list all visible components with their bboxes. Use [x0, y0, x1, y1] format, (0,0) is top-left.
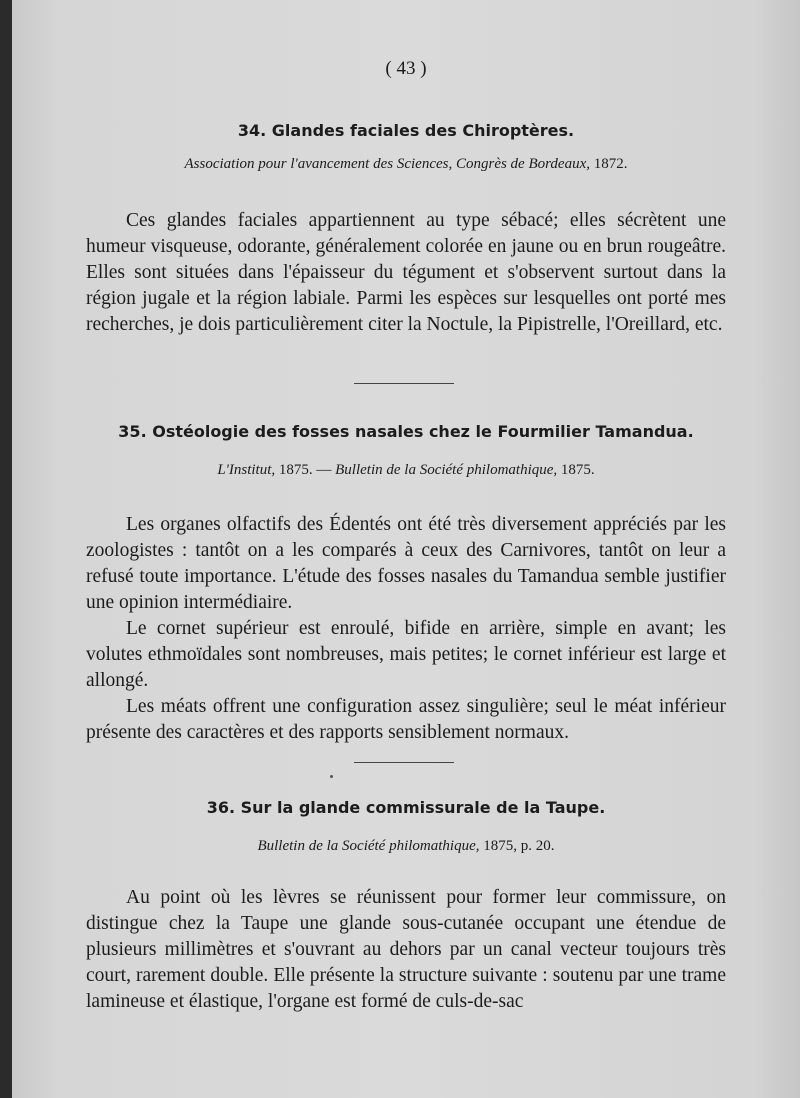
ink-mark	[330, 775, 333, 778]
section-34-paragraph-1: Ces glandes faciales appartiennent au type sébacé; elles sécrètent une humeur visqueuse, odorante, généralement colorée en jaune ou en brun rougeâtre. Elles sont situées dans l'épaisseur du tégument et s'observent surtout dans la région jugale et la région labiale. Parmi les espèces sur lesquelles ont porté mes recherches, je dois particulièrement citer la Noctule, la Pipistrelle, l'Oreillard, etc.	[86, 210, 726, 335]
section-36-title: 36. Sur la glande commissurale de la Taupe.	[206, 798, 606, 817]
section-35-paragraph-3: Les méats offrent une configuration assez singulière; seul le méat inférieur présente des caractères et des rapports sensiblement normaux.	[86, 696, 726, 743]
document-page	[12, 0, 800, 1098]
page-number: ( 43 )	[385, 58, 427, 79]
section-34-body	[86, 208, 726, 338]
section-35-citation-year-1: 1875. —	[275, 462, 336, 478]
section-36-paragraph-1: Au point où les lèvres se réunissent pour former leur commissure, on distingue chez la Taupe une glande sous-cutanée occupant une étendue de plusieurs millimètres et s'ouvrant au dehors par un canal vecteur toujours très court, rarement double. Elle présente la structure suivante : soutenu par une trame lamineuse et élastique, l'organe est formé de culs-de-sac	[86, 887, 726, 1012]
section-35-paragraph-2: Le cornet supérieur est enroulé, bifide en arrière, simple en avant; les volutes ethmoïdales sont nombreuses, mais petites; le cornet inférieur est large et allongé.	[86, 618, 726, 691]
section-36-citation-source: Bulletin de la Société philomathique,	[257, 838, 480, 854]
section-35-paragraph-1: Les organes olfactifs des Édentés ont été très diversement appréciés par les zoologistes : tantôt on a les comparés à ceux des Carnivores, tantôt on leur a refusé toute importance. L'étude des fosses nasales du Tamandua semble justifier une opinion intermédiaire.	[86, 514, 726, 613]
section-36-citation	[12, 838, 800, 855]
section-35-citation-source-2: Bulletin de la Société philomathique,	[335, 462, 558, 478]
section-35-body	[86, 512, 726, 746]
section-34-citation	[12, 156, 800, 173]
section-36-body	[86, 885, 726, 1015]
section-36-citation-year: 1875, p. 20.	[479, 838, 555, 854]
section-divider	[354, 762, 454, 763]
section-35-citation	[12, 462, 800, 479]
section-34-citation-source: Association pour l'avancement des Sciences, Congrès de Bordeaux,	[184, 156, 590, 172]
section-34-title: 34. Glandes faciales des Chiroptères.	[237, 121, 575, 140]
section-divider	[354, 383, 454, 384]
section-35-citation-year-2: 1875.	[557, 462, 595, 478]
section-35-title: 35. Ostéologie des fosses nasales chez le Fourmilier Tamandua.	[118, 422, 694, 441]
section-35-citation-source-1: L'Institut,	[217, 462, 276, 478]
section-34-citation-year: 1872.	[589, 156, 628, 172]
